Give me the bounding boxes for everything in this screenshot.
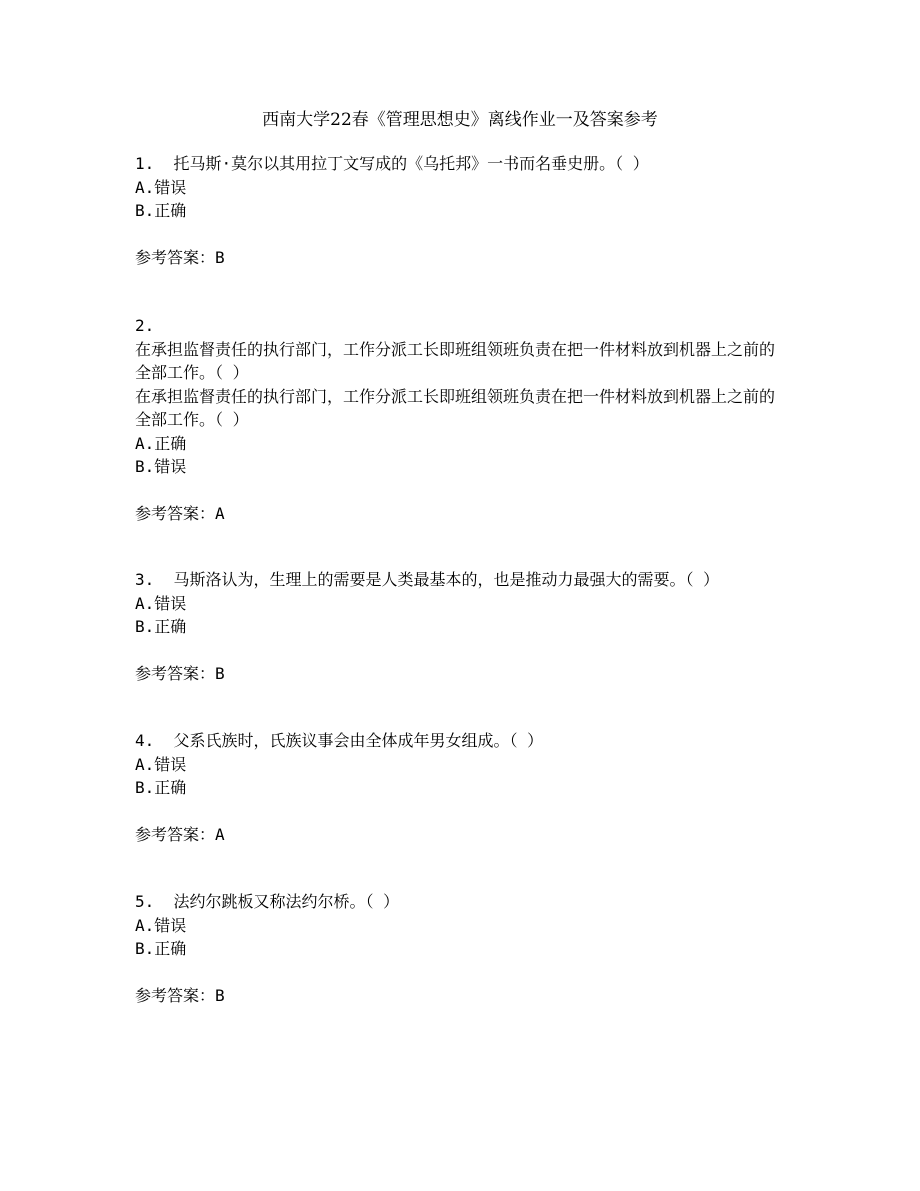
option-a: A.错误 [135,177,187,197]
question-2 [135,314,795,525]
option-b: B.错误 [135,457,187,476]
question-4 [135,729,795,846]
answer-line [135,823,795,847]
option-a: A.错误 [135,754,187,774]
answer-line [135,662,795,686]
document-title: 西南大学22春《管理思想史》离线作业一及答案参考 [262,110,658,130]
answer-label: 参考答案： [135,247,216,267]
question-text: 在承担监督责任的执行部门，工作分派工长即班组领班负责在把一件材料放到机器上之前的全部工作。（ ） [135,339,776,382]
question-stem [135,568,795,592]
option-b: B.正确 [135,201,187,220]
answer-line [135,246,795,270]
question-3 [135,568,795,685]
option-b: B.正确 [135,617,187,636]
answer-label: 参考答案： [135,503,216,523]
question-stem [135,152,795,176]
option-a: A.错误 [135,915,187,935]
question-stem [135,729,795,753]
answer-label: 参考答案： [135,824,216,844]
option-b: B.正确 [135,778,187,797]
answer-value: B [215,663,225,683]
question-text: 马斯洛认为，生理上的需要是人类最基本的，也是推动力最强大的需要。（ ） [173,570,720,589]
question-text: 托马斯·莫尔以其用拉丁文写成的《乌托邦》一书而名垂史册。（ ） [173,154,649,173]
answer-line [135,502,795,526]
question-number: 3. [135,570,155,589]
question-text: 父系氏族时，氏族议事会由全体成年男女组成。（ ） [173,731,544,750]
answer-label: 参考答案： [135,663,216,683]
answer-value: A [215,503,225,523]
answer-label: 参考答案： [135,985,216,1005]
question-number: 1. [135,154,155,173]
question-5 [135,890,795,1007]
option-a: A.错误 [135,593,187,613]
question-stem [135,890,795,914]
question-number: 5. [135,892,155,911]
answer-line [135,984,795,1008]
question-number: 2. [135,316,155,335]
answer-value: A [215,824,225,844]
question-text-repeat: 在承担监督责任的执行部门，工作分派工长即班组领班负责在把一件材料放到机器上之前的全部工作。（ ） [135,386,776,429]
answer-value: B [215,247,225,267]
question-text: 法约尔跳板又称法约尔桥。（ ） [173,892,400,911]
question-1 [135,152,795,269]
option-b: B.正确 [135,939,187,958]
answer-value: B [215,985,225,1005]
option-a: A.正确 [135,433,187,453]
question-number: 4. [135,731,155,750]
